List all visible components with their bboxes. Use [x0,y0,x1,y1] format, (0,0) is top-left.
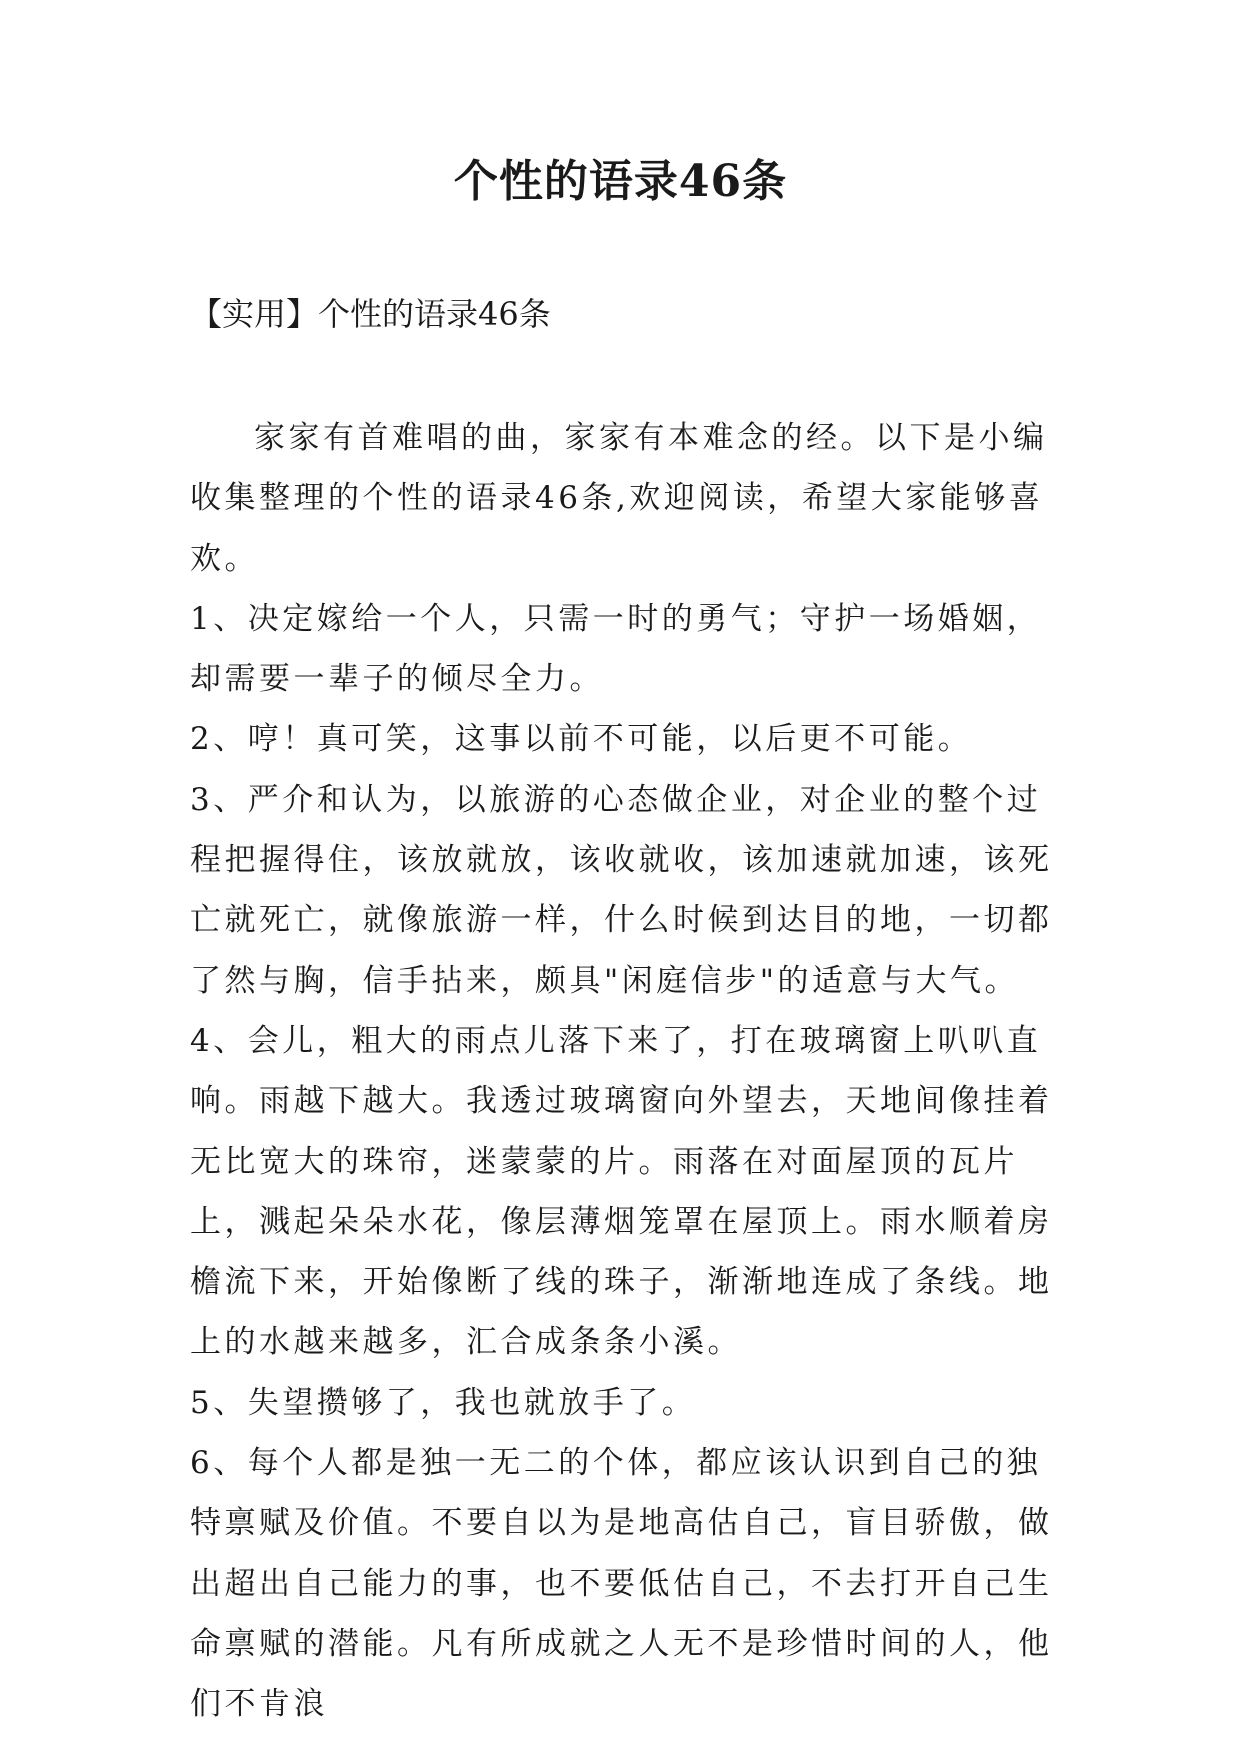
intro-paragraph: 家家有首难唱的曲，家家有本难念的经。以下是小编收集整理的个性的语录46条,欢迎阅读，希望大家能够喜欢。 [190,420,1048,577]
quote-item-3: 3、严介和认为，以旅游的心态做企业，对企业的整个过程把握得住，该放就放，该收就收，该加速就加速，该死亡就死亡，就像旅游一样，什么时候到达目的地，一切都了然与胸，信手拈来，颇具"闲庭信步"的适意与大气。 [190,781,1053,999]
document-subtitle: 【实用】个性的语录46条 [190,295,551,333]
document-title: 个性的语录46条 [453,156,788,207]
quote-item-2: 2、哼！真可笑，这事以前不可能，以后更不可能。 [190,721,973,758]
quote-item-4: 4、会儿，粗大的雨点儿落下来了，打在玻璃窗上叭叭直响。雨越下越大。我透过玻璃窗向外望去，天地间像挂着无比宽大的珠帘，迷蒙蒙的片。雨落在对面屋顶的瓦片上，溅起朵朵水花，像层薄烟笼罩在屋顶上。雨水顺着房檐流下来，开始像断了线的珠子，渐渐地连成了条线。地上的水越来越多，汇合成条条小溪。 [190,1022,1053,1361]
quote-item-5: 5、失望攒够了，我也就放手了。 [190,1384,697,1421]
quote-item-6: 6、每个人都是独一无二的个体，都应该认识到自己的独特禀赋及价值。不要自以为是地高估自己，盲目骄傲，做出超出自己能力的事，也不要低估自己，不去打开自己生命禀赋的潜能。凡有所成就之人无不是珍惜时间的人，他们不肯浪 [190,1445,1053,1723]
document-body [190,408,1070,1735]
quote-item-1: 1、决定嫁给一个人，只需一时的勇气；守护一场婚姻，却需要一辈子的倾尽全力。 [190,600,1042,698]
